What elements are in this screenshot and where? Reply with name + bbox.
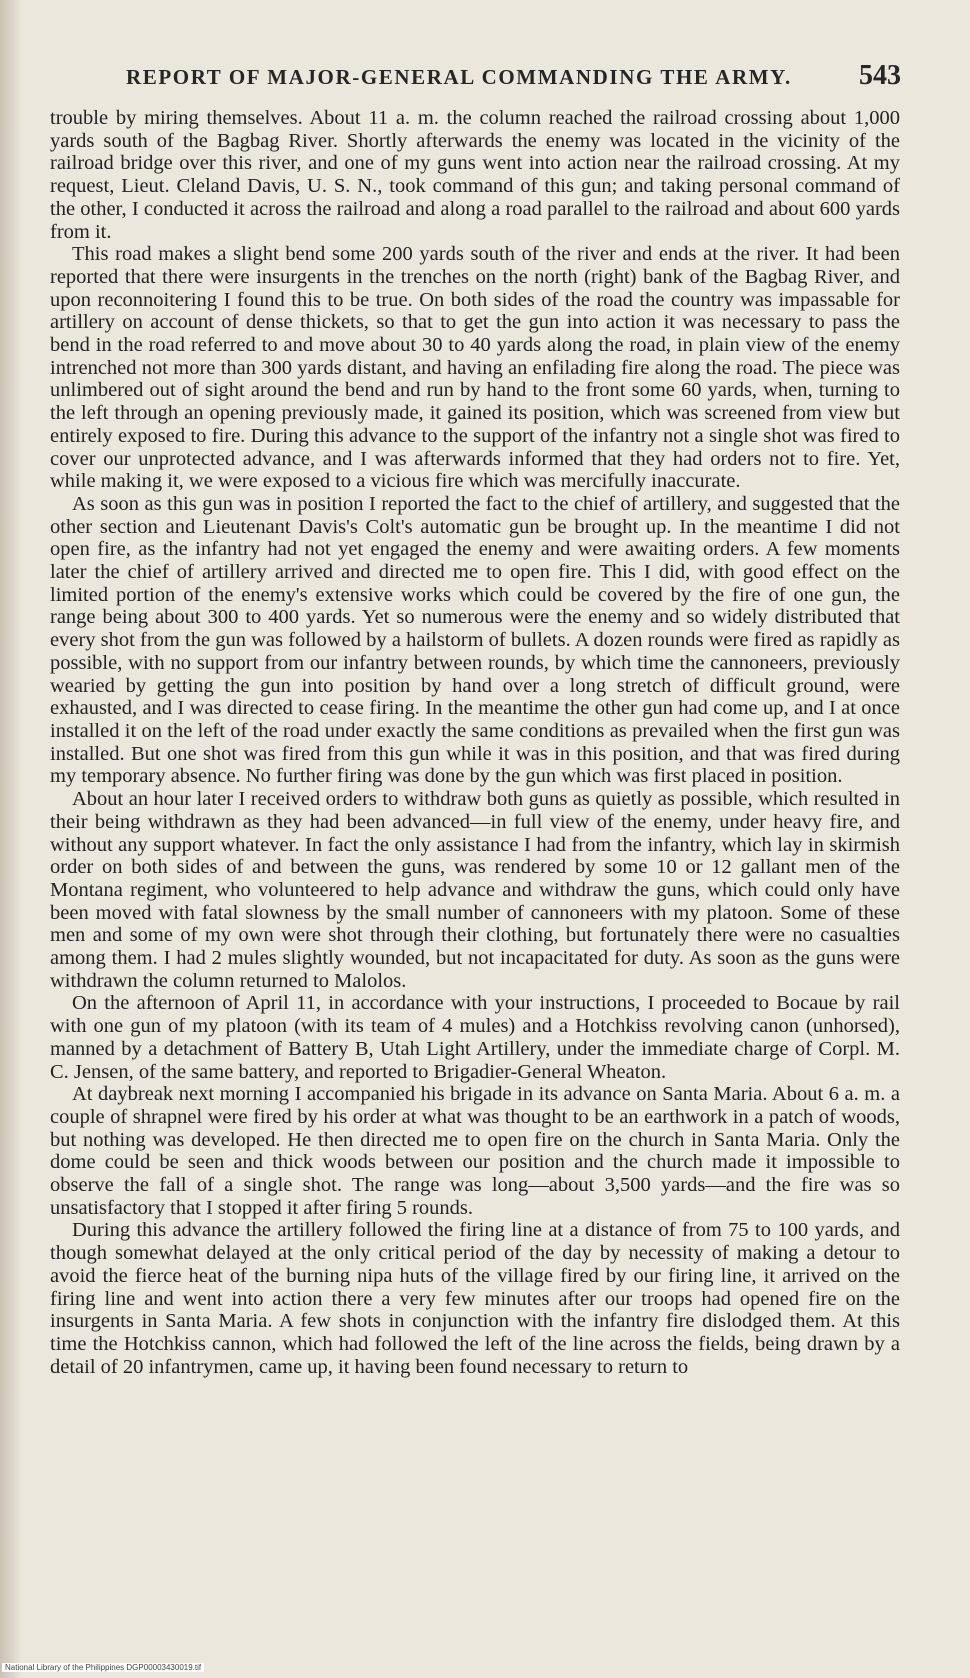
binding-edge: [0, 0, 22, 1678]
paragraph-2: This road makes a slight bend some 200 yards south of the river and ends at the river. It had been reported that there were insurgents in the trenches on the north (right) bank of the Bagbag River, and upon reconnoitering I found this to be true. On both sides of the road the country was impassable for artillery on account of dense thickets, so that to get the gun into action it was necessary to pass the bend in the road referred to and move about 30 to 40 yards along the road, in plain view of the enemy intrenched not more than 300 yards distant, and having an enfilading fire along the road. The piece was unlimbered out of sight around the bend and run by hand to the front some 60 yards, when, turning to the left through an opening previously made, it gained its position, which was screened from view but entirely exposed to fire. During this advance to the support of the infantry not a single shot was fired to cover our unprotected advance, and I was afterwards informed that they had orders not to fire. Yet, while making it, we were exposed to a vicious fire which was mercifully inaccurate.: [50, 243, 900, 493]
paragraph-6: At daybreak next morning I accompanied his brigade in its advance on Santa Maria. About 6 a. m. a couple of shrapnel were fired by his order at what was thought to be an earthwork in a patch of woods, but nothing was developed. He then directed me to open fire on the church in Santa Maria. Only the dome could be seen and thick woods between our position and the church made it impossible to observe the fall of a single shot. The range was long—about 3,500 yards—and the fire was so unsatisfactory that I stopped it after firing 5 rounds.: [50, 1083, 900, 1219]
running-head: REPORT OF MAJOR-GENERAL COMMANDING THE ARMY.: [126, 65, 792, 89]
page-number: 543: [859, 60, 901, 91]
scan-credit: National Library of the Philippines DGP00003430019.tif: [2, 1663, 204, 1672]
paragraph-7: During this advance the artillery followed the firing line at a distance of from 75 to 100 yards, and though somewhat delayed at the only critical period of the day by necessity of making a detour to avoid the fierce heat of the burning nipa huts of the village fired by our firing line, it arrived on the firing line and went into action there a very few minutes after our troops had opened fire on the insurgents in Santa Maria. A few shots in conjunction with the infantry fire dislodged them. At this time the Hotchkiss cannon, which had followed the left of the line across the fields, being drawn by a detail of 20 infantrymen, came up, it having been found necessary to return to: [50, 1219, 900, 1378]
paragraph-1: trouble by miring themselves. About 11 a. m. the column reached the railroad crossing about 1,000 yards south of the Bagbag River. Shortly afterwards the enemy was located in the vicinity of the railroad bridge over this river, and one of my guns went into action near the railroad crossing. At my request, Lieut. Cleland Davis, U. S. N., took command of this gun; and taking personal command of the other, I conducted it across the railroad and along a road parallel to the railroad and about 600 yards from it.: [50, 107, 900, 243]
page-header: [126, 60, 901, 96]
paragraph-3: As soon as this gun was in position I reported the fact to the chief of artillery, and suggested that the other section and Lieutenant Davis's Colt's automatic gun be brought up. In the meantime I did not open fire, as the infantry had not yet engaged the enemy and were awaiting orders. A few moments later the chief of artillery arrived and directed me to open fire. This I did, with good effect on the limited portion of the enemy's extensive works which could be covered by the fire of one gun, the range being about 300 to 400 yards. Yet so numerous were the enemy and so widely distributed that every shot from the gun was followed by a hailstorm of bullets. A dozen rounds were fired as rapidly as possible, with no support from our infantry between rounds, by which time the cannoneers, previously wearied by getting the gun into position by hand over a long stretch of difficult ground, were exhausted, and I was directed to cease firing. In the meantime the other gun had come up, and I at once installed it on the left of the road under exactly the same conditions as prevailed when the first gun was installed. But one shot was fired from this gun while it was in this position, and that was fired during my temporary absence. No further firing was done by the gun which was first placed in position.: [50, 492, 900, 788]
paragraph-4: About an hour later I received orders to withdraw both guns as quietly as possible, which resulted in their being withdrawn as they had been advanced—in full view of the enemy, under heavy fire, and without any support whatever. In fact the only assistance I had from the infantry, which lay in skirmish order on both sides of and between the guns, was rendered by some 10 or 12 gallant men of the Montana regiment, who volunteered to help advance and withdraw the guns, which could only have been moved with fatal slowness by the small number of cannoneers with my platoon. Some of these men and some of my own were shot through their clothing, but fortunately there were no casualties among them. I had 2 mules slightly wounded, but not incapacitated for duty. As soon as the guns were withdrawn the column returned to Malolos.: [50, 788, 900, 992]
paragraph-5: On the afternoon of April 11, in accordance with your instructions, I proceeded to Bocaue by rail with one gun of my platoon (with its team of 4 mules) and a Hotchkiss revolving canon (unhorsed), manned by a detachment of Battery B, Utah Light Artillery, under the immediate charge of Corpl. M. C. Jensen, of the same battery, and reported to Brigadier-General Wheaton.: [50, 992, 900, 1083]
body-text: [50, 107, 900, 1378]
